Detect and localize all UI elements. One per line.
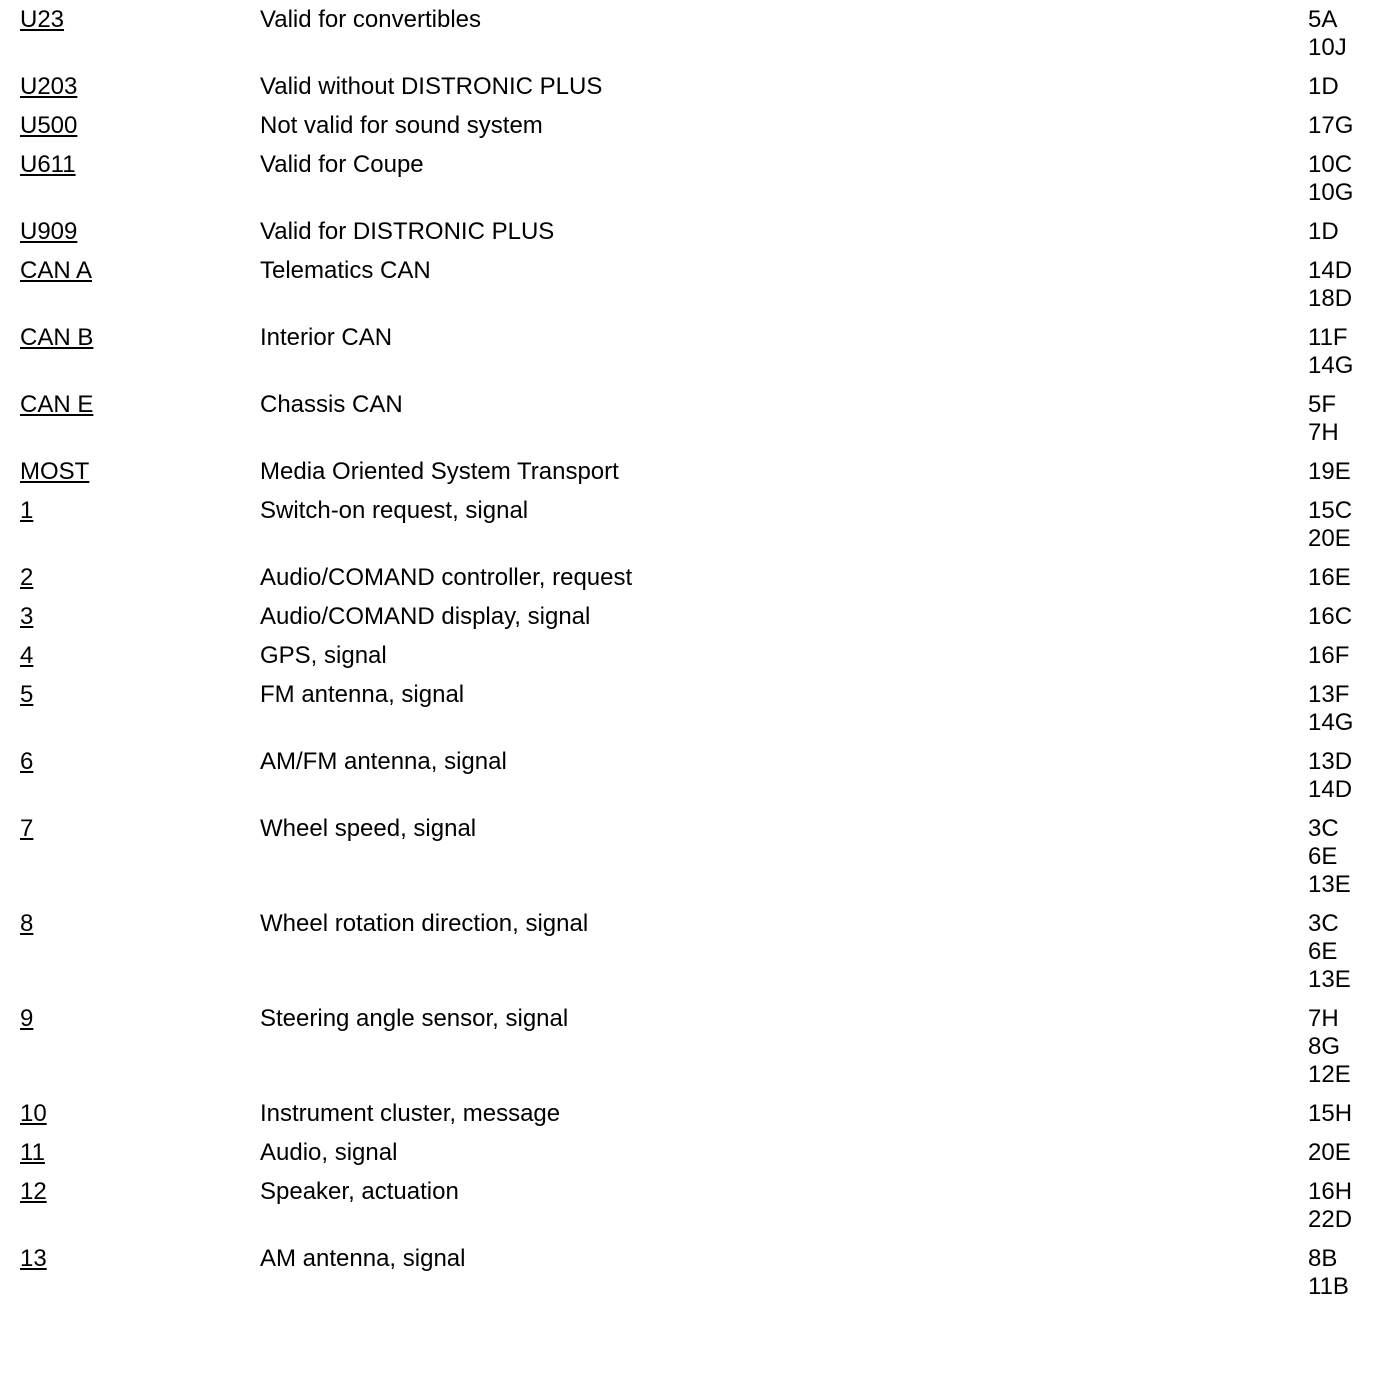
grid-reference: 3C: [1308, 815, 1339, 842]
grid-reference: 14D: [1308, 776, 1353, 803]
legend-row: [0, 151, 1392, 218]
legend-row: [0, 1139, 1392, 1178]
legend-code-link[interactable]: CAN E: [20, 391, 94, 418]
grid-reference: 6E: [1308, 843, 1338, 870]
legend-grid-refs: [1308, 218, 1392, 246]
legend-grid-refs: [1308, 6, 1392, 62]
legend-row: [0, 681, 1392, 748]
legend-description: Telematics CAN: [260, 257, 431, 284]
legend-description: Instrument cluster, message: [260, 1100, 561, 1127]
grid-reference: 15H: [1308, 1100, 1353, 1127]
legend-description: Wheel speed, signal: [260, 815, 477, 842]
legend-code-link[interactable]: 13: [20, 1245, 47, 1272]
legend-grid-refs: [1308, 1178, 1392, 1234]
legend-row: [0, 218, 1392, 257]
legend-row: [0, 257, 1392, 324]
grid-reference: 14D: [1308, 257, 1353, 284]
legend-grid-refs: [1308, 1245, 1392, 1301]
legend-code-link[interactable]: 12: [20, 1178, 47, 1205]
legend-description: Switch-on request, signal: [260, 497, 529, 524]
legend-grid-refs: [1308, 1139, 1392, 1167]
legend-grid-refs: [1308, 151, 1392, 207]
legend-description: Media Oriented System Transport: [260, 458, 619, 485]
legend-row: [0, 6, 1392, 73]
legend-grid-refs: [1308, 815, 1392, 899]
legend-description: Not valid for sound system: [260, 112, 543, 139]
legend-code-link[interactable]: 9: [20, 1005, 34, 1032]
legend-row: [0, 112, 1392, 151]
legend-description: Valid for convertibles: [260, 6, 481, 33]
legend-description: Valid for Coupe: [260, 151, 424, 178]
legend-code-link[interactable]: U909: [20, 218, 78, 245]
legend-grid-refs: [1308, 642, 1392, 670]
legend-description: Audio, signal: [260, 1139, 398, 1166]
legend-grid-refs: [1308, 73, 1392, 101]
legend-code-link[interactable]: 7: [20, 815, 34, 842]
legend-row: [0, 642, 1392, 681]
grid-reference: 15C: [1308, 497, 1353, 524]
legend-description: Interior CAN: [260, 324, 393, 351]
grid-reference: 17G: [1308, 112, 1354, 139]
legend-grid-refs: [1308, 391, 1392, 447]
legend-row: [0, 1100, 1392, 1139]
grid-reference: 20E: [1308, 1139, 1351, 1166]
legend-code-link[interactable]: 10: [20, 1100, 47, 1127]
legend-description: FM antenna, signal: [260, 681, 465, 708]
grid-reference: 11F: [1308, 324, 1348, 351]
grid-reference: 16F: [1308, 642, 1350, 669]
grid-reference: 7H: [1308, 1005, 1339, 1032]
legend-row: [0, 815, 1392, 910]
grid-reference: 1D: [1308, 73, 1339, 100]
grid-reference: 13F: [1308, 681, 1350, 708]
grid-reference: 1D: [1308, 218, 1339, 245]
legend-grid-refs: [1308, 458, 1392, 486]
legend-code-link[interactable]: U611: [20, 151, 76, 178]
grid-reference: 7H: [1308, 419, 1339, 446]
legend-description: Chassis CAN: [260, 391, 403, 418]
legend-description: Valid without DISTRONIC PLUS: [260, 73, 603, 100]
grid-reference: 13E: [1308, 966, 1351, 993]
legend-row: [0, 497, 1392, 564]
legend-code-link[interactable]: CAN A: [20, 257, 93, 284]
legend-description: GPS, signal: [260, 642, 387, 669]
legend-grid-refs: [1308, 910, 1392, 994]
legend-grid-refs: [1308, 497, 1392, 553]
grid-reference: 5F: [1308, 391, 1337, 418]
legend-code-link[interactable]: U203: [20, 73, 78, 100]
legend-row: [0, 324, 1392, 391]
legend-row: [0, 1245, 1392, 1312]
legend-row: [0, 603, 1392, 642]
grid-reference: 13E: [1308, 871, 1351, 898]
legend-description: AM/FM antenna, signal: [260, 748, 507, 775]
grid-reference: 6E: [1308, 938, 1338, 965]
legend-code-link[interactable]: 4: [20, 642, 34, 669]
legend-description: Valid for DISTRONIC PLUS: [260, 218, 555, 245]
legend-code-link[interactable]: U500: [20, 112, 78, 139]
grid-reference: 14G: [1308, 352, 1354, 379]
legend-row: [0, 748, 1392, 815]
legend-grid-refs: [1308, 603, 1392, 631]
legend-code-link[interactable]: CAN B: [20, 324, 94, 351]
grid-reference: 16C: [1308, 603, 1353, 630]
legend-code-link[interactable]: 3: [20, 603, 34, 630]
legend-code-link[interactable]: U23: [20, 6, 65, 33]
grid-reference: 10C: [1308, 151, 1353, 178]
legend-grid-refs: [1308, 324, 1392, 380]
legend-description: Audio/COMAND controller, request: [260, 564, 633, 591]
legend-description: Speaker, actuation: [260, 1178, 459, 1205]
grid-reference: 20E: [1308, 525, 1351, 552]
grid-reference: 12E: [1308, 1061, 1351, 1088]
legend-code-link[interactable]: MOST: [20, 458, 90, 485]
legend-row: [0, 458, 1392, 497]
legend-grid-refs: [1308, 681, 1392, 737]
legend-row: [0, 1005, 1392, 1100]
legend-grid-refs: [1308, 564, 1392, 592]
legend-grid-refs: [1308, 257, 1392, 313]
legend-table: [0, 6, 1392, 1312]
grid-reference: 10J: [1308, 34, 1347, 61]
grid-reference: 14G: [1308, 709, 1354, 736]
legend-description: Wheel rotation direction, signal: [260, 910, 589, 937]
grid-reference: 13D: [1308, 748, 1353, 775]
grid-reference: 16E: [1308, 564, 1351, 591]
legend-grid-refs: [1308, 1005, 1392, 1089]
legend-grid-refs: [1308, 748, 1392, 804]
legend-description: Audio/COMAND display, signal: [260, 603, 591, 630]
grid-reference: 11B: [1308, 1273, 1349, 1300]
legend-code-link[interactable]: 2: [20, 564, 34, 591]
grid-reference: 8G: [1308, 1033, 1341, 1060]
legend-description: AM antenna, signal: [260, 1245, 466, 1272]
legend-code-link[interactable]: 6: [20, 748, 34, 775]
grid-reference: 10G: [1308, 179, 1354, 206]
grid-reference: 19E: [1308, 458, 1351, 485]
legend-grid-refs: [1308, 1100, 1392, 1128]
legend-code-link[interactable]: 8: [20, 910, 34, 937]
legend-code-link[interactable]: 5: [20, 681, 34, 708]
grid-reference: 18D: [1308, 285, 1353, 312]
legend-row: [0, 1178, 1392, 1245]
grid-reference: 5A: [1308, 6, 1338, 33]
legend-description: Steering angle sensor, signal: [260, 1005, 569, 1032]
legend-grid-refs: [1308, 112, 1392, 140]
legend-code-link[interactable]: 1: [20, 497, 34, 524]
grid-reference: 3C: [1308, 910, 1339, 937]
legend-row: [0, 564, 1392, 603]
legend-row: [0, 910, 1392, 1005]
grid-reference: 16H: [1308, 1178, 1353, 1205]
legend-code-link[interactable]: 11: [20, 1139, 45, 1166]
legend-row: [0, 73, 1392, 112]
grid-reference: 22D: [1308, 1206, 1353, 1233]
grid-reference: 8B: [1308, 1245, 1338, 1272]
legend-row: [0, 391, 1392, 458]
